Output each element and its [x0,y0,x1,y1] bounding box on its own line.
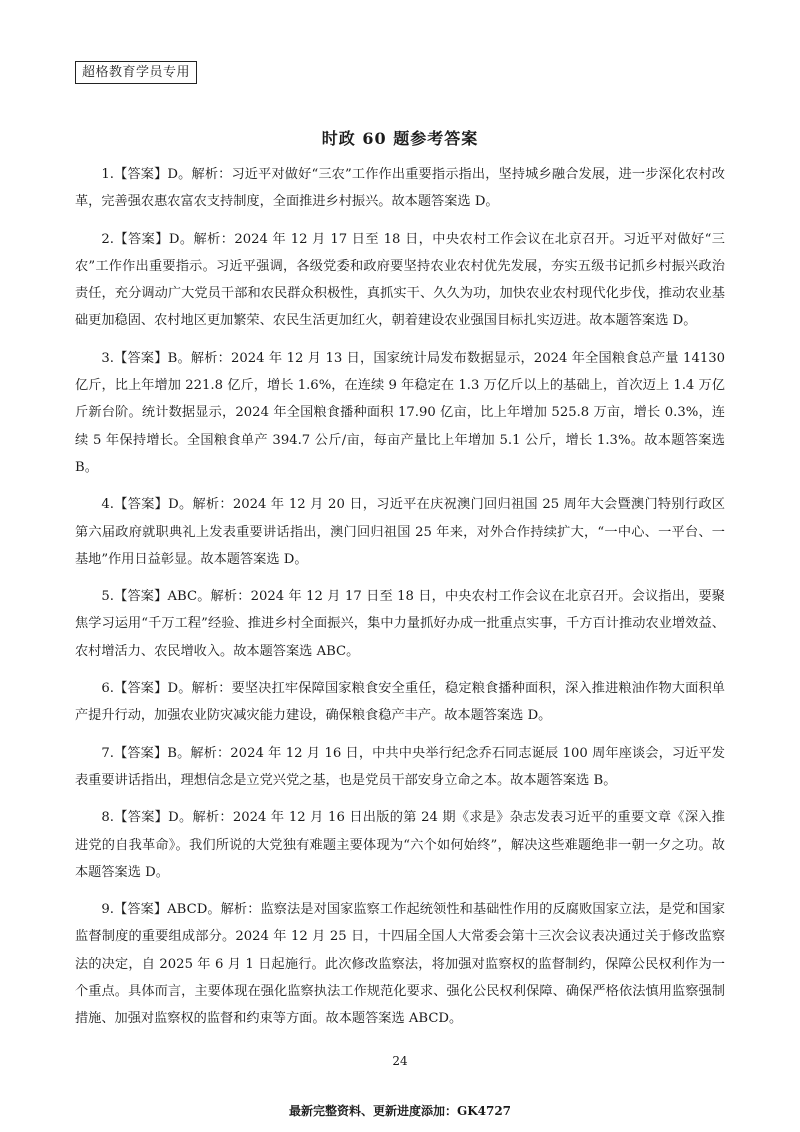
page-number: 24 [392,1054,408,1068]
answer-item-7: 7.【答案】B。解析：2024 年 12 月 16 日，中共中央举行纪念乔石同志诞辰 100 周年座谈会，习近平发表重要讲话指出，理想信念是立党兴党之基，也是党员干部安身立命之本。故本题答案选 B。 [75,745,725,788]
header-label: 超格教育学员专用 [75,61,197,84]
footer-note: 最新完整资料、更新进度添加：GK4727 [288,1104,512,1118]
answer-item-9: 9.【答案】ABCD。解析：监察法是对国家监察工作起统领性和基础性作用的反腐败国家立法，是党和国家监督制度的重要组成部分。2024 年 12 月 25 日，十四届全国人大常委会第十三次会议表决通过关于修改监察法的决定，自 2025 年 6 月 1 日起施行。此次修改监察法，将加强对监察权的监督制约，保障公民权利作为一个重点。具体而言，主要体现在强化监察执法工作规范化要求、强化公民权利保障、确保严格依法慎用监察强制措施、加强对监察权的监督和约束等方面。故本题答案选 ABCD。 [75,902,725,1027]
page-title: 时政 60 题参考答案 [321,129,479,148]
answer-item-2: 2.【答案】D。解析：2024 年 12 月 17 日至 18 日，中央农村工作会议在北京召开。习近平对做好“三农”工作作出重要指示。习近平强调，各级党委和政府要坚持农业农村优先发展，夯实五级书记抓乡村振兴政治责任，充分调动广大党员干部和农民群众积极性，真抓实干、久久为功，加快农业农村现代化步伐，推动农业基础更加稳固、农村地区更加繁荣、农民生活更加红火，朝着建设农业强国目标扎实迈进。故本题答案选 D。 [75,231,725,329]
answer-item-8: 8.【答案】D。解析：2024 年 12 月 16 日出版的第 24 期《求是》杂志发表习近平的重要文章《深入推进党的自我革命》。我们所说的大党独有难题主要体现为“六个如何始终”，解决这些难题绝非一朝一夕之功。故本题答案选 D。 [75,810,725,880]
answer-item-3: 3.【答案】B。解析：2024 年 12 月 13 日，国家统计局发布数据显示，2024 年全国粮食总产量 14130 亿斤，比上年增加 221.8 亿斤，增长 1.6%，在连续 9 年稳定在 1.3 万亿斤以上的基础上，首次迈上 1.4 万亿斤新台阶。统计数据显示，2024 年全国粮食播种面积 17.90 亿亩，比上年增加 525.8 万亩，增长 0.3%，连续 5 年保持增长。全国粮食单产 394.7 公斤/亩，每亩产量比上年增加 5.1 公斤，增长 1.3%。故本题答案选 B。 [75,350,726,475]
answer-item-6: 6.【答案】D。解析：要坚决扛牢保障国家粮食安全重任，稳定粮食播种面积，深入推进粮油作物大面积单产提升行动，加强农业防灾减灾能力建设，确保粮食稳产丰产。故本题答案选 D。 [75,681,725,724]
answer-item-4: 4.【答案】D。解析：2024 年 12 月 20 日，习近平在庆祝澳门回归祖国 25 周年大会暨澳门特别行政区第六届政府就职典礼上发表重要讲话指出，澳门回归祖国 25 年来，对外合作持续扩大，“一中心、一平台、一基地”作用日益彰显。故本题答案选 D。 [75,497,725,567]
answer-item-5: 5.【答案】ABC。解析：2024 年 12 月 17 日至 18 日，中央农村工作会议在北京召开。会议指出，要聚焦学习运用“千万工程”经验、推进乡村全面振兴，集中力量抓好办成一批重点实事，千方百计推动农业增效益、农村增活力、农民增收入。故本题答案选 ABC。 [75,589,725,659]
answer-list [75,161,725,1043]
answer-item-1: 1.【答案】D。解析：习近平对做好“三农”工作作出重要指示指出，坚持城乡融合发展，进一步深化农村改革，完善强农惠农富农支持制度，全面推进乡村振兴。故本题答案选 D。 [75,167,725,210]
